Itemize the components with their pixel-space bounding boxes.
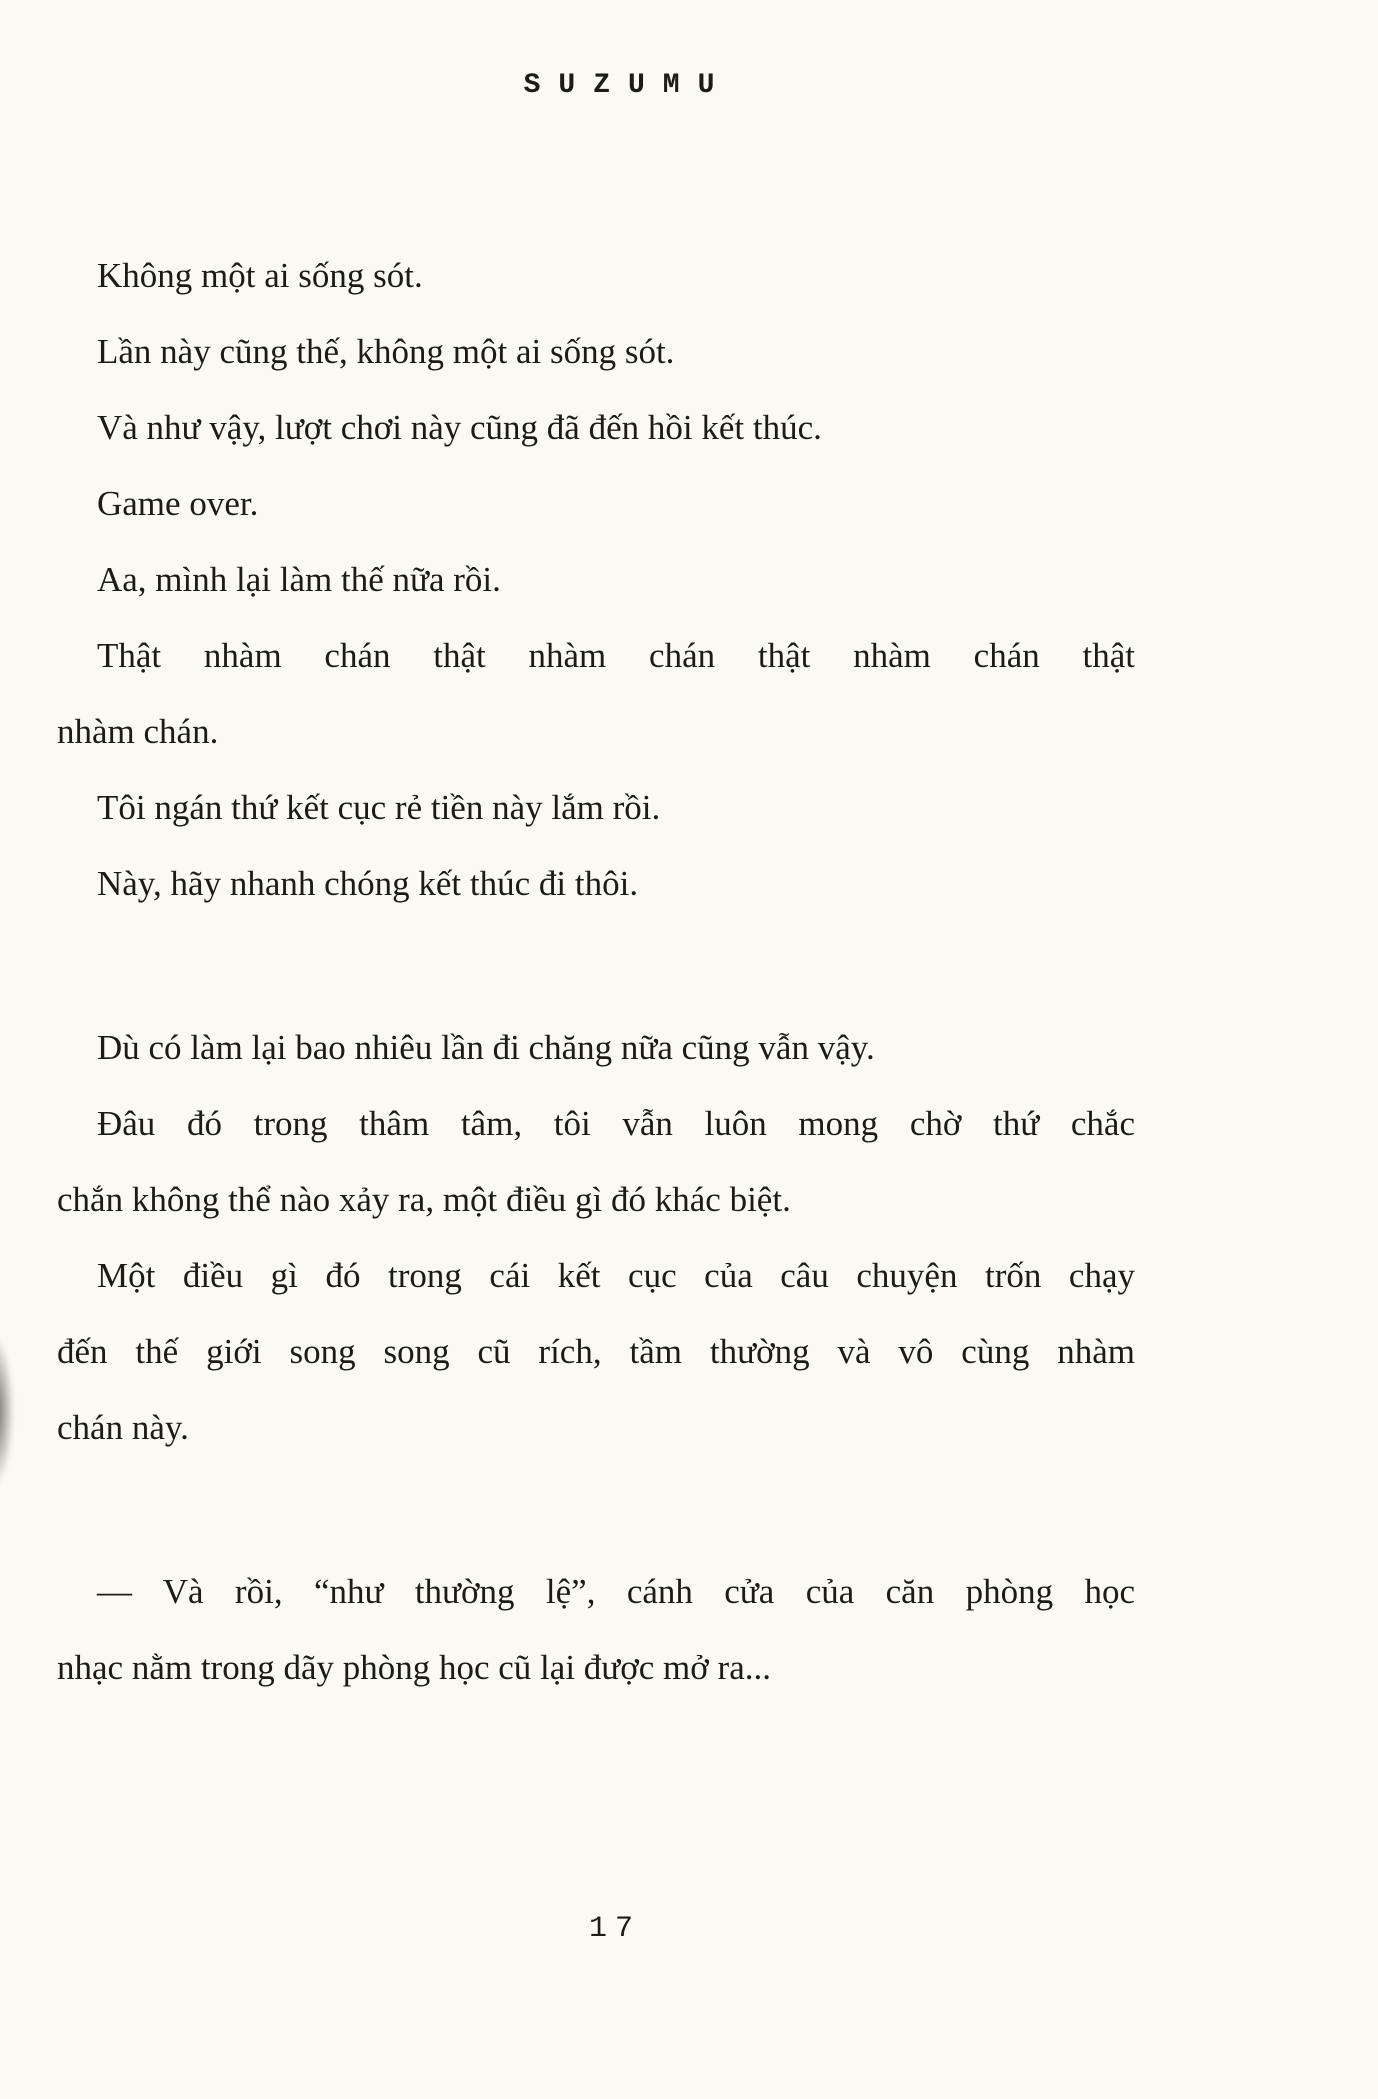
text-line: nhạc nằm trong dãy phòng học cũ lại được mở ra...	[57, 1648, 771, 1687]
scan-edge-artifact	[0, 1336, 14, 1486]
text-line: Một điều gì đó trong cái kết cục của câu chuyện trốn chạy	[97, 1256, 1135, 1295]
text-line: Game over.	[97, 484, 259, 523]
text-line: Đâu đó trong thâm tâm, tôi vẫn luôn mong chờ thứ chắc	[97, 1104, 1135, 1143]
page-number: 17	[588, 1912, 642, 1946]
text-line: Này, hãy nhanh chóng kết thúc đi thôi.	[97, 864, 639, 903]
text-line: nhàm chán.	[57, 712, 219, 751]
text-line: Aa, mình lại làm thế nữa rồi.	[97, 560, 501, 599]
text-line: — Và rồi, “như thường lệ”, cánh cửa của căn phòng học	[97, 1572, 1135, 1611]
text-line: Không một ai sống sót.	[97, 256, 423, 295]
text-line: chắn không thể nào xảy ra, một điều gì đó khác biệt.	[57, 1180, 791, 1219]
text-line: Tôi ngán thứ kết cục rẻ tiền này lắm rồi.	[97, 788, 661, 827]
text-line: Thật nhàm chán thật nhàm chán thật nhàm chán thật	[97, 636, 1135, 675]
text-line: Và như vậy, lượt chơi này cũng đã đến hồi kết thúc.	[97, 408, 822, 447]
text-line: đến thế giới song song cũ rích, tầm thường và vô cùng nhàm	[57, 1332, 1135, 1371]
running-header: SUZUMU	[523, 70, 733, 101]
text-line: Lần này cũng thế, không một ai sống sót.	[97, 332, 675, 371]
body-text	[57, 238, 1135, 1706]
text-line: chán này.	[57, 1408, 189, 1447]
text-line: Dù có làm lại bao nhiêu lần đi chăng nữa cũng vẫn vậy.	[97, 1028, 875, 1067]
